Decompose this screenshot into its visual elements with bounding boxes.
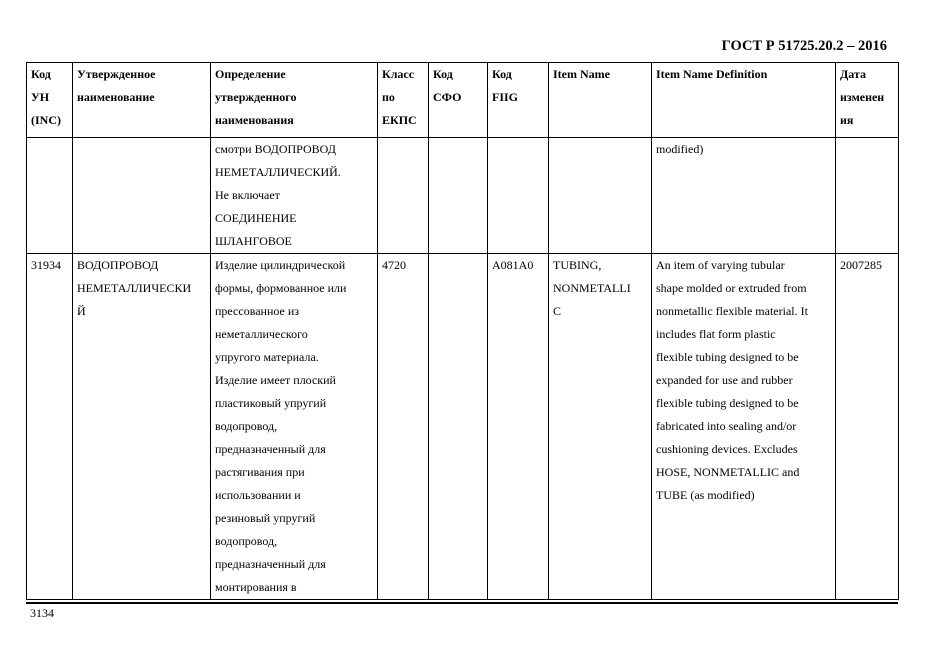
col-header-line: Утвержденное [77,67,156,81]
cell-inc: 31934 [27,254,73,600]
cell-text-line: смотри ВОДОПРОВОД [215,142,336,156]
col-header-line: Код [433,67,453,81]
cell-inc [27,138,73,254]
col-header-line: по [382,90,395,104]
col-header-fiig [488,63,549,138]
cell-fiig: A081A0 [488,254,549,600]
table-bottom-rule [26,602,898,604]
col-header-line: утвержденного [215,90,297,104]
cell-text-line: cushioning devices. Excludes [656,442,798,456]
cell-text-line: неметаллического [215,327,308,341]
col-header-line: Определение [215,67,286,81]
cell-approved-name [73,254,211,600]
col-header-item-name [549,63,652,138]
cell-text-line: монтирования в [215,580,297,594]
cell-text-line: НЕМЕТАЛЛИЧЕСКИ [77,281,192,295]
cell-text-line: nonmetallic flexible material. It [656,304,808,318]
cell-class [378,138,429,254]
table-row-continuation [27,138,899,254]
page-number: 3134 [30,606,54,620]
col-header-line: Дата [840,67,866,81]
cell-text-line: водопровод, [215,419,278,433]
cell-text-line: includes flat form plastic [656,327,776,341]
col-header-line: Класс [382,67,415,81]
cell-sfo [429,254,488,600]
cell-text-line: использовании и [215,488,301,502]
col-header-line: ЕКПС [382,113,417,127]
col-header-sfo [429,63,488,138]
col-header-line: Item Name Definition [656,67,768,81]
cell-fiig [488,138,549,254]
cell-text-line: формы, формованное или [215,281,347,295]
cell-text-line: Не включает [215,188,280,202]
col-header-class [378,63,429,138]
col-header-line: наименование [77,90,155,104]
cell-text-line: modified) [656,142,704,156]
cell-text-line: СОЕДИНЕНИЕ [215,211,297,225]
table-header-row [27,63,899,138]
cell-text-line: водопровод, [215,534,278,548]
col-header-item-definition [652,63,836,138]
cell-text-line: C [553,304,562,318]
col-header-line: Код [492,67,512,81]
cell-definition [211,138,378,254]
cell-text-line: Й [77,304,86,318]
col-header-line: наименования [215,113,294,127]
cell-text-line: HOSE, NONMETALLIC and [656,465,800,479]
col-header-line: Код [31,67,51,81]
cell-text-line: предназначенный для [215,557,326,571]
cell-text-line: ШЛАНГОВОЕ [215,234,292,248]
cell-text-line: упругого материала. [215,350,319,364]
cell-text-line: предназначенный для [215,442,326,456]
cell-text-line: shape molded or extruded from [656,281,807,295]
cell-text-line: TUBING, [553,258,602,272]
cell-class: 4720 [378,254,429,600]
cell-item-name [549,254,652,600]
cell-text-line: expanded for use and rubber [656,373,793,387]
col-header-inc [27,63,73,138]
cell-text-line: flexible tubing designed to be [656,396,799,410]
cell-text-line: прессованное из [215,304,300,318]
col-header-line: изменен [840,90,885,104]
cell-sfo [429,138,488,254]
cell-text-line: fabricated into sealing and/or [656,419,797,433]
col-header-line: (INC) [31,113,61,127]
cell-text-line: Изделие цилиндрической [215,258,346,272]
codification-table [26,62,899,600]
cell-text-line: ВОДОПРОВОД [77,258,159,272]
col-header-line: Item Name [553,67,610,81]
col-header-line: СФО [433,90,462,104]
cell-item-definition [652,138,836,254]
cell-definition [211,254,378,600]
table-row [27,254,899,600]
cell-date [836,138,899,254]
col-header-line: ия [840,113,854,127]
document-standard-header: ГОСТ Р 51725.20.2 – 2016 [721,38,887,54]
cell-text-line: An item of varying tubular [656,258,785,272]
col-header-line: FIIG [492,90,519,104]
col-header-definition [211,63,378,138]
col-header-line: УН [31,90,50,104]
cell-text-line: растягивания при [215,465,305,479]
cell-text-line: Изделие имеет плоский [215,373,336,387]
cell-text-line: TUBE (as modified) [656,488,755,502]
cell-text-line: flexible tubing designed to be [656,350,799,364]
cell-text-line: резиновый упругий [215,511,316,525]
cell-text-line: НЕМЕТАЛЛИЧЕСКИЙ. [215,165,341,179]
cell-text-line: пластиковый упругий [215,396,327,410]
cell-text-line: NONMETALLI [553,281,631,295]
cell-date: 2007285 [836,254,899,600]
cell-item-definition [652,254,836,600]
cell-item-name [549,138,652,254]
cell-approved-name [73,138,211,254]
col-header-date [836,63,899,138]
col-header-approved-name [73,63,211,138]
